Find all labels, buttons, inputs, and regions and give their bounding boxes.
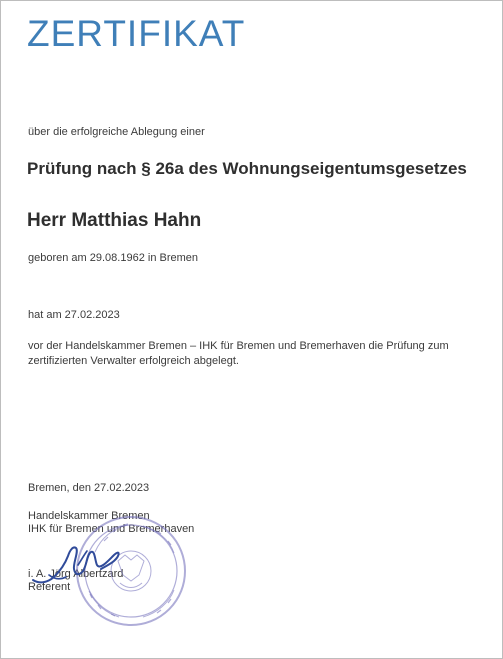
birth-line: geboren am 29.08.1962 in Bremen — [28, 252, 199, 264]
exam-title: Prüfung nach § 26a des Wohnungseigentumsgesetzes — [27, 159, 467, 178]
organization-line-2: IHK für Bremen und Bremerhaven — [28, 523, 195, 535]
certificate-body — [28, 339, 458, 369]
certificate-body-line-1: vor der Handelskammer Bremen – IHK für Bremen und Bremerhaven die Prüfung zum — [28, 340, 449, 352]
certificate-title: ZERTIFIKAT — [27, 13, 246, 54]
intro-text: über die erfolgreiche Ablegung einer — [28, 126, 205, 138]
recipient-name: Herr Matthias Hahn — [27, 210, 202, 231]
place-date: Bremen, den 27.02.2023 — [28, 482, 150, 494]
signer-role: Referent — [28, 581, 71, 593]
signer-name: i. A. Jörg Albertzard — [28, 568, 124, 580]
certificate-body-line-2: zertifizierten Verwalter erfolgreich abgelegt. — [28, 355, 239, 367]
handwritten-signature-icon — [29, 534, 139, 592]
exam-date-line: hat am 27.02.2023 — [28, 309, 120, 321]
organization-line-1: Handelskammer Bremen — [28, 510, 150, 522]
